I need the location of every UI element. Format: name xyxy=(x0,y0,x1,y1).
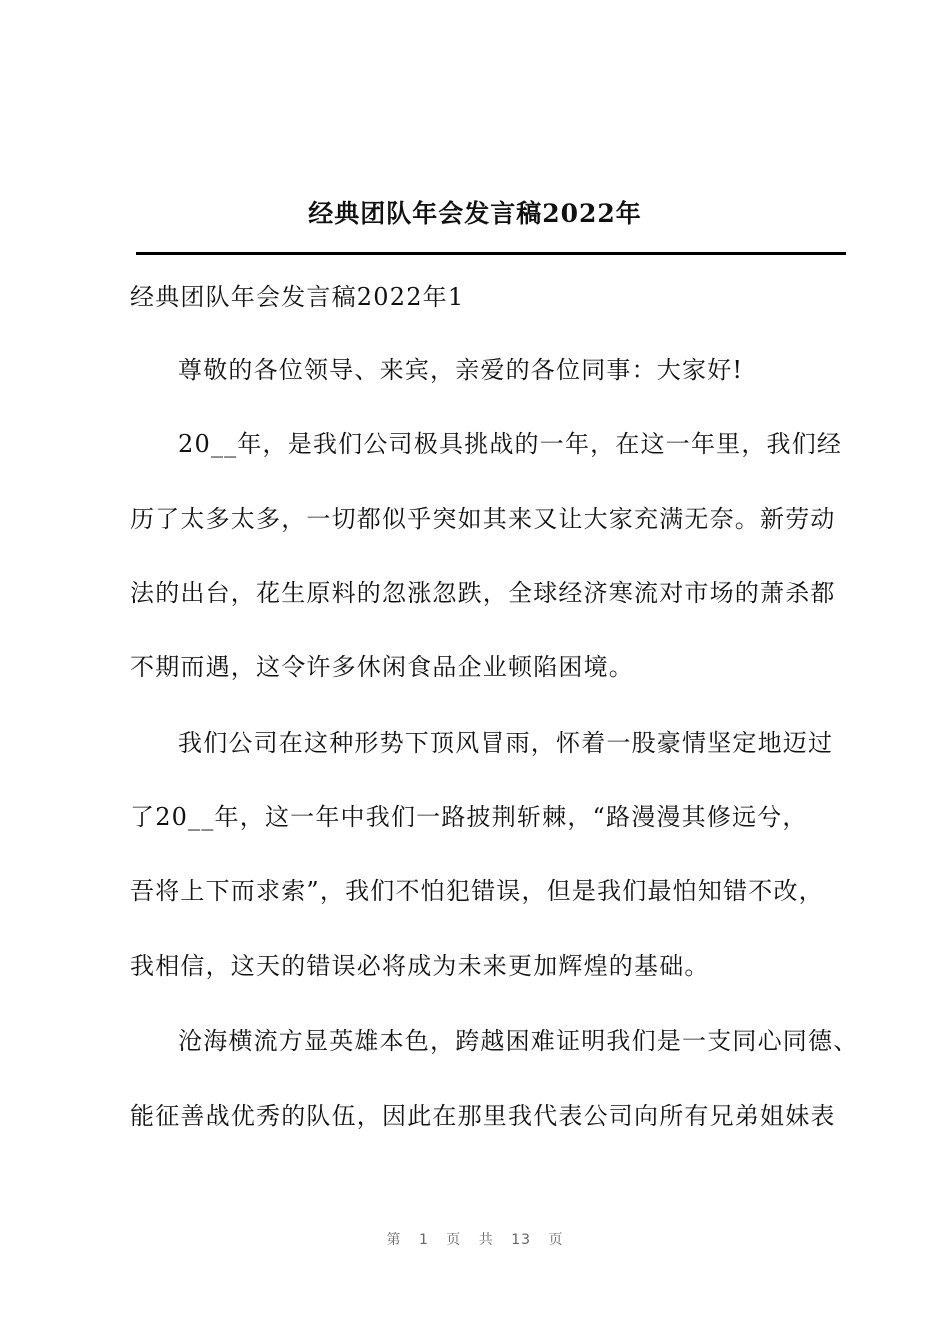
paragraph-line: 沧海横流方显英雄本色，跨越困难证明我们是一支同心同德、 xyxy=(178,1027,859,1055)
paragraph-line: 能征善战优秀的队伍，因此在那里我代表公司向所有兄弟姐妹表 xyxy=(130,1102,836,1130)
paragraph-line: 我们公司在这种形势下顶风冒雨，怀着一股豪情坚定地迈过 xyxy=(178,729,834,757)
paragraph-line: 不期而遇，这令许多休闲食品企业顿陷困境。 xyxy=(130,653,634,681)
paragraph-line: 法的出台，花生原料的忽涨忽跌，全球经济寒流对市场的萧杀都 xyxy=(130,579,836,607)
page-number: 第 1 页 共 13 页 xyxy=(386,1232,564,1248)
paragraph-line: 了20__年，这一年中我们一路披荆斩棘，“路漫漫其修远兮， xyxy=(130,803,808,831)
paragraph-line: 尊敬的各位领导、来宾，亲爱的各位同事：大家好! xyxy=(178,356,744,384)
document-subtitle: 经典团队年会发言稿2022年1 xyxy=(130,283,465,311)
paragraph-line: 历了太多太多，一切都似乎突如其来又让大家充满无奈。新劳动 xyxy=(130,505,836,533)
document-title: 经典团队年会发言稿2022年 xyxy=(308,199,642,228)
paragraph-line: 我相信，这天的错误必将成为未来更加辉煌的基础。 xyxy=(130,952,710,980)
paragraph-line: 20__年，是我们公司极具挑战的一年，在这一年里，我们经 xyxy=(178,430,843,458)
title-underline xyxy=(136,252,846,255)
paragraph-line: 吾将上下而求索”，我们不怕犯错误，但是我们最怕知错不改， xyxy=(130,877,824,905)
